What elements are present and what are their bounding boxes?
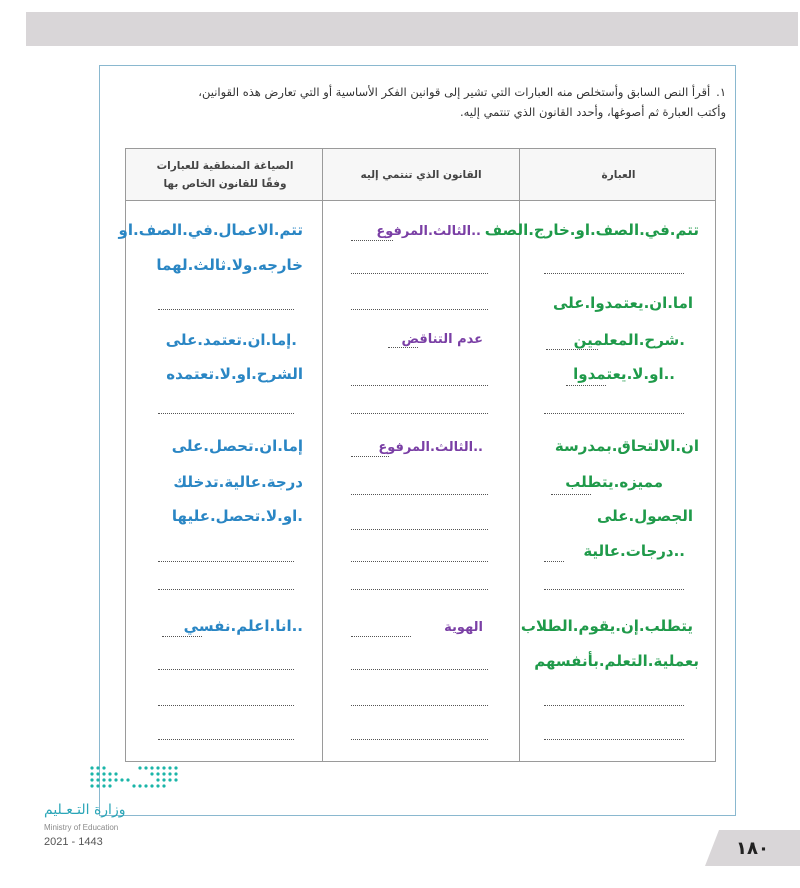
dotted-line xyxy=(158,705,294,706)
dotted-line xyxy=(544,413,684,414)
phrase-2a: اما.ان.يعتمدوا.على xyxy=(552,294,693,312)
dotted-line xyxy=(551,494,591,495)
dotted-line xyxy=(158,413,294,414)
phrase-3a: ان.الالتحاق.بمدرسة xyxy=(554,437,699,455)
instruction-line-1: أقرأ النص السابق وأستخلص منه العبارات التي تشير إلى قوانين الفكر الأساسية أو التي تعارض هذه القوانين، xyxy=(198,85,711,99)
dotted-line xyxy=(351,456,389,457)
dotted-line xyxy=(351,385,488,386)
dotted-line xyxy=(544,589,684,590)
phrase-2b: .شرح.المعلمين xyxy=(573,331,685,349)
exercise-instructions xyxy=(112,82,726,122)
header-formulation: الصياغة المنطقية للعبارات وفقًا للقانون الخاص بها xyxy=(156,160,294,190)
phrase-3b: مميزه.يتطلب xyxy=(565,473,663,491)
dotted-line xyxy=(351,273,488,274)
column-divider xyxy=(519,149,520,761)
dotted-line xyxy=(351,529,488,530)
formulation-3a: إما.ان.تحصل.على xyxy=(171,437,303,455)
dotted-line xyxy=(566,385,606,386)
ministry-name-english: Ministry of Education xyxy=(44,823,119,832)
edition-year: 2021 - 1443 xyxy=(44,836,103,848)
phrase-3c: الجصول.على xyxy=(596,507,693,525)
dotted-line xyxy=(158,561,294,562)
dotted-line xyxy=(351,561,488,562)
formulation-1a: تتم.الاعمال.في.الصف.او xyxy=(118,221,303,239)
dotted-line xyxy=(544,705,684,706)
dotted-line xyxy=(158,589,294,590)
dotted-line xyxy=(388,347,418,348)
dotted-line xyxy=(158,309,294,310)
law-4: الهوية xyxy=(444,620,483,635)
exercise-number: ١. xyxy=(716,85,726,99)
dotted-line xyxy=(544,739,684,740)
column-divider xyxy=(322,149,323,761)
dotted-line xyxy=(158,669,294,670)
answer-table xyxy=(118,148,716,762)
formulation-1b: خارجه.ولا.ثالث.لهما xyxy=(156,256,303,274)
dotted-line xyxy=(351,636,411,637)
phrase-2c: ..او.لا.يعتمدوا xyxy=(573,365,675,383)
phrase-4b: بعملية.التعلم.بأنفسهم xyxy=(534,652,699,670)
dotted-line xyxy=(158,739,294,740)
dotted-line xyxy=(351,739,488,740)
dotted-line xyxy=(351,413,488,414)
formulation-4a: ..انا.اعلم.نفسي xyxy=(183,617,303,635)
dotted-line xyxy=(351,589,488,590)
dotted-line xyxy=(351,669,488,670)
formulation-2a: .إما.ان.تعتمد.على xyxy=(165,331,297,349)
law-1: ..الثالث.المرفوع xyxy=(376,224,481,239)
dotted-line xyxy=(351,705,488,706)
formulation-3c: .او.لا.تحصل.عليها xyxy=(171,507,303,525)
instruction-line-2: وأكتب العبارة ثم أصوغها، وأحدد القانون الذي تنتمي إليه. xyxy=(459,105,726,119)
header-law: القانون الذي تنتمي إليه xyxy=(360,169,482,181)
law-3: ..الثالث.المرفوع xyxy=(378,440,483,455)
top-header-bar xyxy=(26,12,798,46)
dotted-line xyxy=(544,561,564,562)
dotted-line xyxy=(351,240,393,241)
page-number: ١٨٠ xyxy=(736,837,769,859)
phrase-1: تتم.في.الصف.او.خارج.الصف xyxy=(484,221,699,239)
dotted-line xyxy=(162,636,202,637)
formulation-3b: درجة.عالية.تدخلك xyxy=(173,473,303,491)
dotted-line xyxy=(546,349,598,350)
dotted-line xyxy=(351,309,488,310)
dotted-line xyxy=(544,273,684,274)
formulation-2b: الشرح.او.لا.تعتمده xyxy=(166,365,303,383)
header-phrase: العبارة xyxy=(601,169,636,181)
law-2: عدم التناقض xyxy=(401,332,483,347)
phrase-4a: يتطلب.إن.يقوم.الطلاب xyxy=(520,617,693,635)
phrase-3d: ..درجات.عالية xyxy=(583,542,685,560)
dotted-line xyxy=(351,494,488,495)
ministry-name-arabic: وزارة التـعـليم xyxy=(44,802,126,818)
